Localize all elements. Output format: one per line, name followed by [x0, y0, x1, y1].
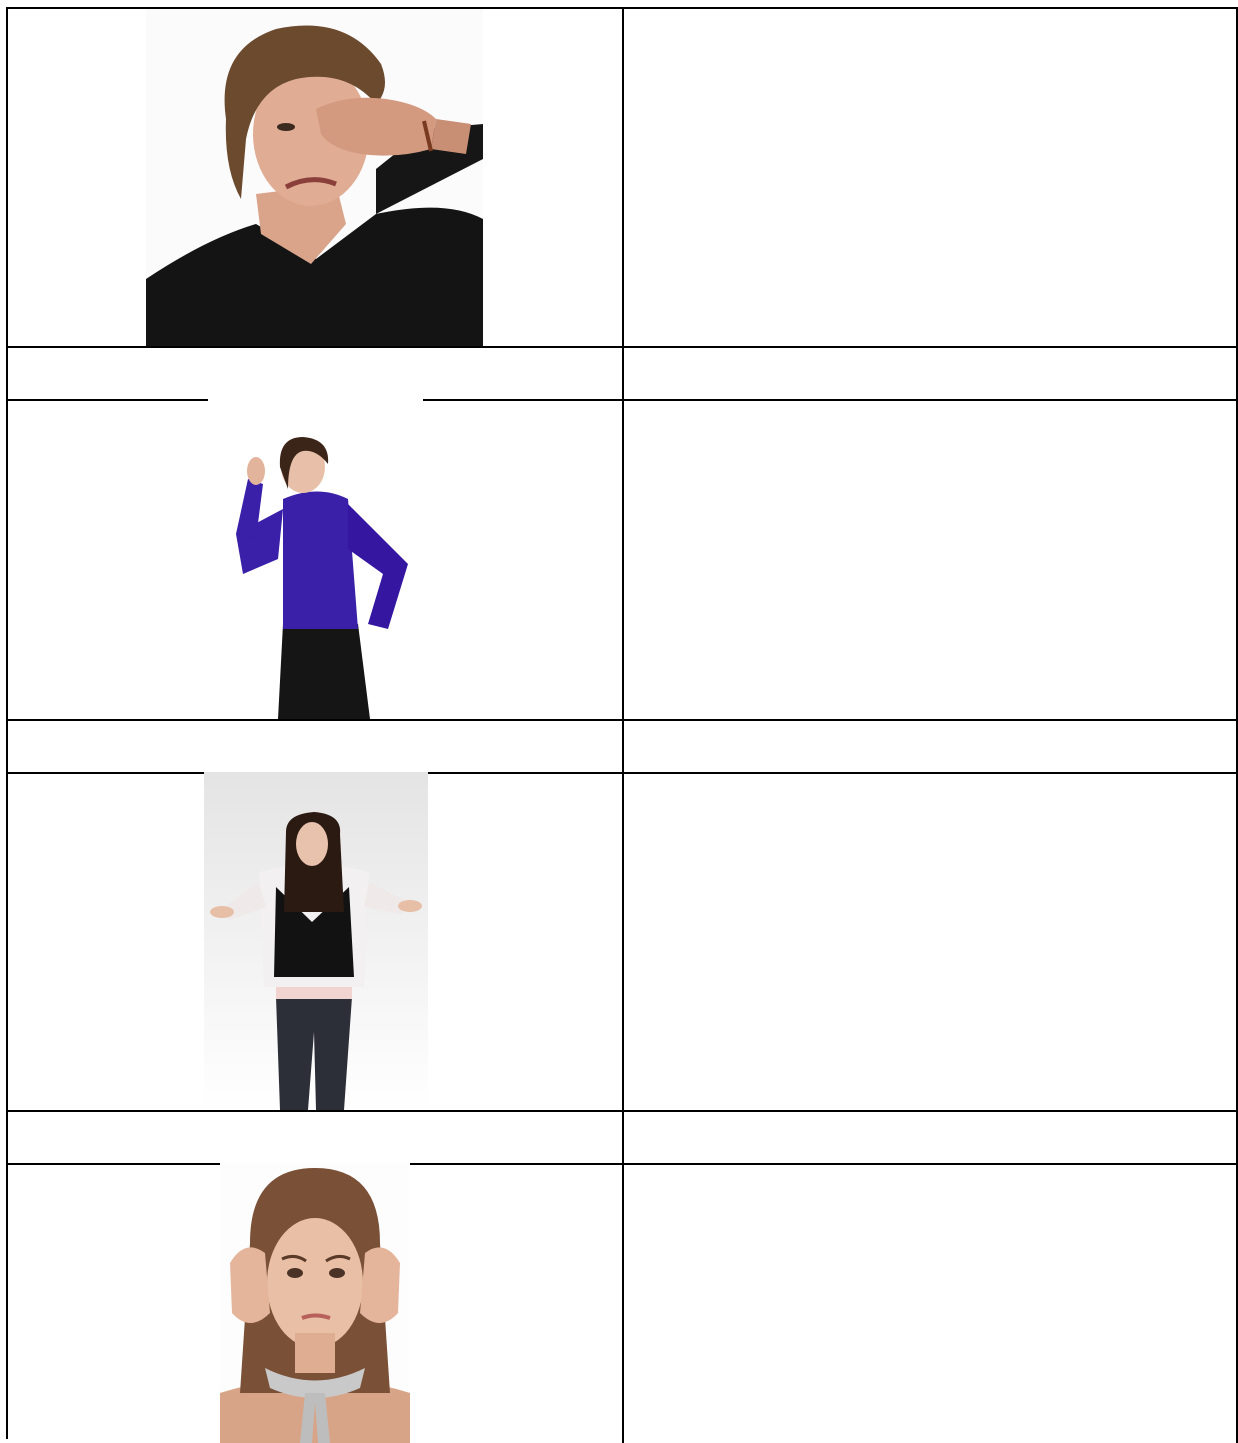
- table-cell-description: [622, 772, 1238, 1112]
- worksheet: [6, 7, 1238, 1439]
- table-cell-picture: [8, 772, 624, 1112]
- table-cell-caption: [622, 719, 1238, 774]
- table-cell-picture: [8, 399, 624, 721]
- woman-shrugging-photo: [204, 772, 428, 1110]
- worksheet-table: [6, 7, 1238, 1439]
- table-cell-description: [622, 9, 1238, 348]
- table-cell-caption: [8, 719, 624, 774]
- table-cell-caption: [8, 1110, 624, 1165]
- table-cell-picture: [8, 9, 624, 348]
- woman-headache-photo: [220, 1163, 410, 1443]
- man-pinching-nose-photo: [146, 9, 483, 346]
- table-cell-caption: [8, 346, 624, 401]
- table-cell-description: [622, 1163, 1238, 1443]
- table-cell-picture: [8, 1163, 624, 1443]
- table-cell-caption: [622, 346, 1238, 401]
- table-cell-caption: [622, 1110, 1238, 1165]
- woman-cupping-ear-photo: [208, 399, 423, 719]
- table-cell-description: [622, 399, 1238, 721]
